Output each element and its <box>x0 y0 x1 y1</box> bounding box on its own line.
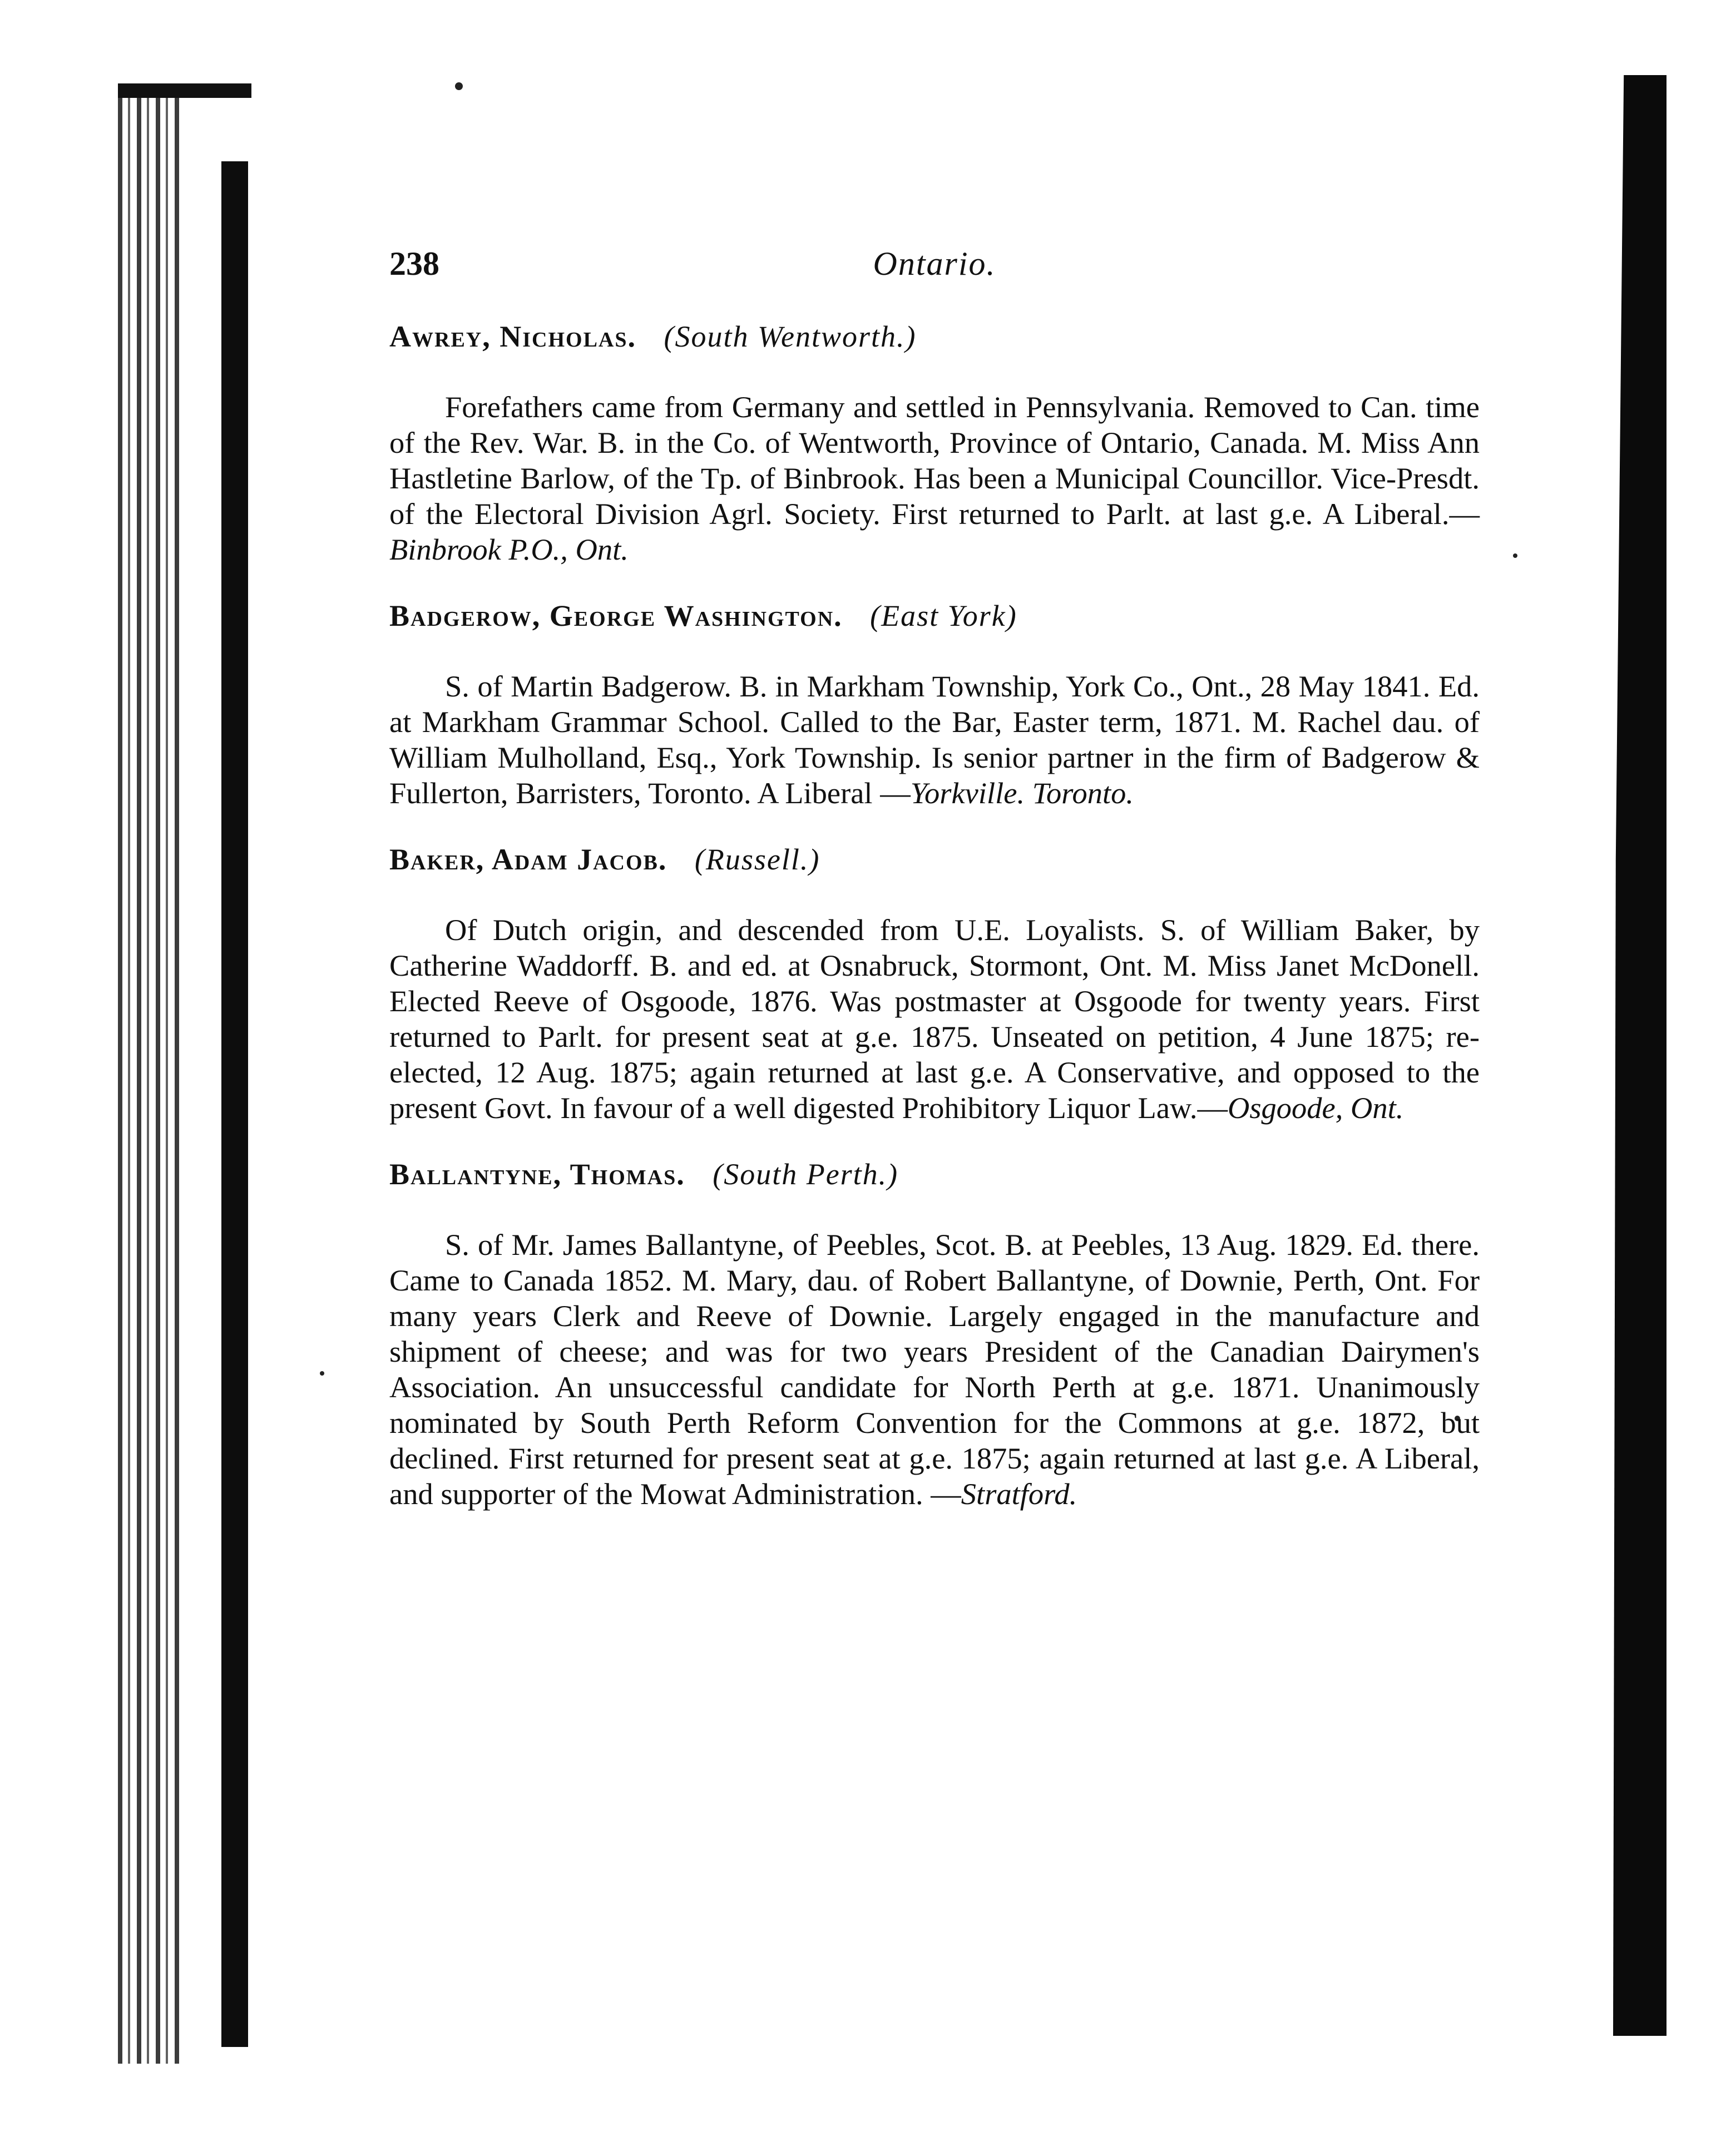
constituency: (South Wentworth.) <box>664 320 917 353</box>
page-header <box>389 234 1480 284</box>
entry-awrey <box>389 317 1480 567</box>
biography-body: S. of Mr. James Ballantyne, of Peebles, Scot. B. at Peebles, 13 Aug. 1829. Ed. there. Came to Canada 1852. M. Mary, dau. of Robert Ballantyne, of Downie, Perth, Ont. For many years Clerk and Reeve of Downie. Largely engaged in the manufacture and shipment of cheese; and was for two years President of the Canadian Dairymen's Association. An unsuccessful candidate for North Perth at g.e. 1871. Unanimously nominated by South Perth Reform Convention for the Commons at g.e. 1872, but declined. First returned for present seat at g.e. 1875; again returned at last g.e. A Liberal, and supporter of the Mowat Administration. — <box>389 1228 1480 1511</box>
biography-text <box>389 389 1480 567</box>
scan-speck <box>320 1371 324 1376</box>
address: Osgoode, Ont. <box>1227 1091 1404 1125</box>
biography-body: Of Dutch origin, and descended from U.E. Loyalists. S. of William Baker, by Catherine Waddorff. B. and ed. at Osnabruck, Stormont, Ont. M. Miss Janet McDonell. Elected Reeve of Osgoode, 1876. Was postmaster at Osgoode for twenty years. First returned to Parlt. for present seat at g.e. 1875. Unseated on petition, 4 June 1875; re-elected, 12 Aug. 1875; again returned at last g.e. A Conservative, and opposed to the present Govt. In favour of a well digested Prohibitory Liquor Law.— <box>389 913 1480 1125</box>
left-binding-top <box>118 83 251 98</box>
entry-baker <box>389 840 1480 1126</box>
left-binding-shadow <box>221 161 248 2047</box>
entry-badgerow <box>389 596 1480 811</box>
document-page <box>389 234 1480 1541</box>
entry-heading <box>389 840 1480 879</box>
constituency: (South Perth.) <box>713 1158 899 1191</box>
page-number: 238 <box>389 245 439 282</box>
constituency: (East York) <box>870 599 1017 632</box>
entry-ballantyne <box>389 1155 1480 1512</box>
address: Stratford. <box>961 1477 1077 1511</box>
scan-speck <box>455 82 463 90</box>
member-name: Badgerow, George Washington. <box>389 599 843 632</box>
entry-heading <box>389 1155 1480 1194</box>
biography-text <box>389 912 1480 1126</box>
constituency: (Russell.) <box>694 843 820 876</box>
entry-heading <box>389 317 1480 356</box>
biography-body: S. of Martin Badgerow. B. in Markham Township, York Co., Ont., 28 May 1841. Ed. at Markham Grammar School. Called to the Bar, Easter term, 1871. M. Rachel dau. of William Mulholland, Esq., York Township. Is senior partner in the firm of Badgerow & Fullerton, Barristers, Toronto. A Liberal — <box>389 669 1480 810</box>
left-binding-edge <box>118 83 179 2064</box>
entry-heading <box>389 596 1480 635</box>
member-name: Baker, Adam Jacob. <box>389 843 667 876</box>
member-name: Awrey, Nicholas. <box>389 320 636 353</box>
address: Binbrook P.O., Ont. <box>389 532 629 566</box>
biography-body: Forefathers came from Germany and settled in Pennsylvania. Removed to Can. time of the Rev. War. B. in the Co. of Wentworth, Province of Ontario, Canada. M. Miss Ann Hastletine Barlow, of the Tp. of Binbrook. Has been a Municipal Councillor. Vice-Presdt. of the Electoral Division Agrl. Society. First returned to Parlt. at last g.e. A Liberal.— <box>389 390 1480 531</box>
biography-text <box>389 669 1480 811</box>
biography-text <box>389 1227 1480 1512</box>
scan-speck <box>1513 553 1517 558</box>
address: Yorkville. Toronto. <box>910 776 1134 810</box>
member-name: Ballantyne, Thomas. <box>389 1158 685 1191</box>
right-binding-edge <box>1613 75 1667 2036</box>
running-head: Ontario. <box>873 245 996 282</box>
